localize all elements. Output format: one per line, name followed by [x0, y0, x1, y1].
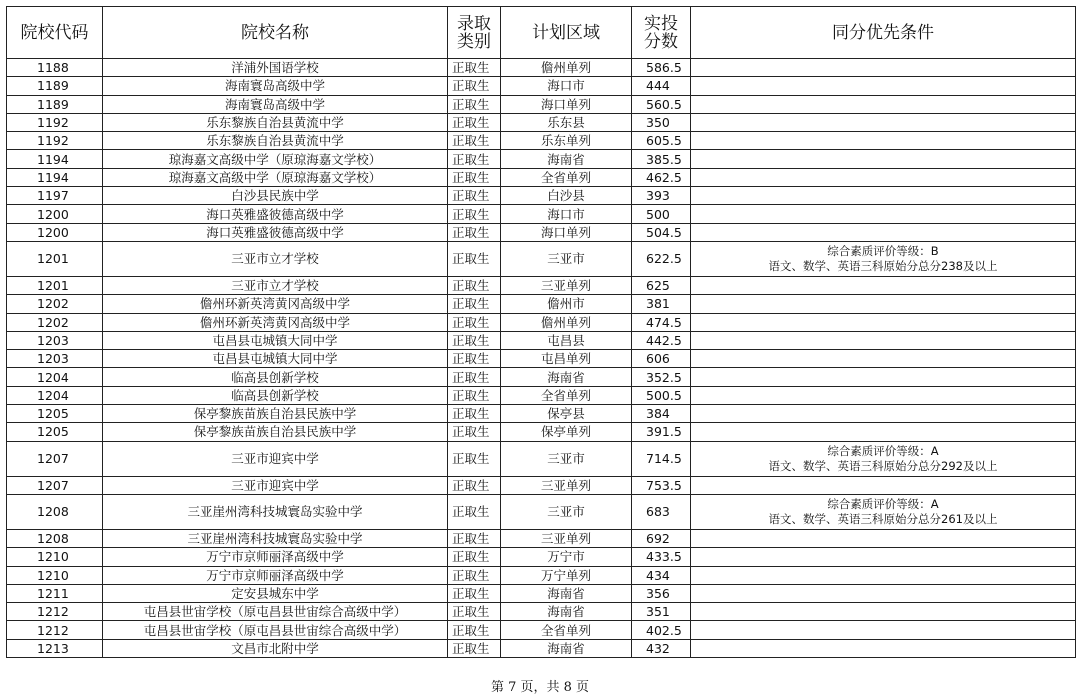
cell-school-name: 三亚市立才学校 [103, 241, 448, 276]
cell-score: 500 [632, 205, 691, 223]
table-row [7, 313, 1076, 331]
cell-tie-condition [691, 368, 1076, 386]
cell-school-code: 1207 [7, 441, 103, 476]
cell-school-code: 1201 [7, 241, 103, 276]
cell-tie-condition [691, 584, 1076, 602]
cell-school-name: 文昌市北附中学 [103, 639, 448, 657]
cell-school-code: 1192 [7, 132, 103, 150]
cell-score: 622.5 [632, 241, 691, 276]
table-row [7, 368, 1076, 386]
cell-score: 352.5 [632, 368, 691, 386]
cell-score: 444 [632, 77, 691, 95]
cell-admission-type: 正取生 [448, 639, 501, 657]
cell-school-name: 海南寰岛高级中学 [103, 77, 448, 95]
table-row [7, 639, 1076, 657]
cell-admission-type: 正取生 [448, 59, 501, 77]
cell-score: 381 [632, 295, 691, 313]
header-score: 实投 分数 [632, 7, 691, 59]
cell-school-code: 1203 [7, 350, 103, 368]
cell-score: 692 [632, 529, 691, 547]
cell-plan-region: 万宁单列 [501, 566, 632, 584]
table-row [7, 494, 1076, 529]
cell-admission-type: 正取生 [448, 77, 501, 95]
cell-admission-type: 正取生 [448, 223, 501, 241]
cell-score: 500.5 [632, 386, 691, 404]
cell-admission-type: 正取生 [448, 187, 501, 205]
cell-plan-region: 乐东单列 [501, 132, 632, 150]
table-row [7, 386, 1076, 404]
cell-tie-condition [691, 405, 1076, 423]
cell-admission-type: 正取生 [448, 476, 501, 494]
cell-admission-type: 正取生 [448, 621, 501, 639]
cell-score: 504.5 [632, 223, 691, 241]
header-tie-condition: 同分优先条件 [691, 7, 1076, 59]
cell-score: 683 [632, 494, 691, 529]
table-row [7, 441, 1076, 476]
cell-tie-condition [691, 476, 1076, 494]
cell-school-code: 1204 [7, 368, 103, 386]
cell-tie-condition [691, 168, 1076, 186]
cell-tie-condition [691, 295, 1076, 313]
cell-score: 356 [632, 584, 691, 602]
cell-school-name: 海口英雅盛彼德高级中学 [103, 205, 448, 223]
table-row [7, 423, 1076, 441]
table-row [7, 350, 1076, 368]
table-row [7, 548, 1076, 566]
table-row [7, 241, 1076, 276]
cell-score: 586.5 [632, 59, 691, 77]
cell-school-name: 保亭黎族苗族自治县民族中学 [103, 405, 448, 423]
cell-school-code: 1211 [7, 584, 103, 602]
cell-school-name: 三亚崖州湾科技城寰岛实验中学 [103, 494, 448, 529]
cell-tie-condition [691, 95, 1076, 113]
table-row [7, 331, 1076, 349]
cell-admission-type: 正取生 [448, 168, 501, 186]
header-school-code: 院校代码 [7, 7, 103, 59]
cell-school-code: 1201 [7, 276, 103, 294]
cell-tie-condition [691, 529, 1076, 547]
cell-plan-region: 海南省 [501, 368, 632, 386]
table-row [7, 405, 1076, 423]
cell-plan-region: 海南省 [501, 639, 632, 657]
cell-school-code: 1200 [7, 205, 103, 223]
cell-school-name: 屯昌县屯城镇大同中学 [103, 350, 448, 368]
cell-tie-condition [691, 276, 1076, 294]
cell-school-code: 1204 [7, 386, 103, 404]
cell-admission-type: 正取生 [448, 548, 501, 566]
cell-school-name: 临高县创新学校 [103, 386, 448, 404]
cell-admission-type: 正取生 [448, 241, 501, 276]
cell-score: 384 [632, 405, 691, 423]
cell-plan-region: 保亭县 [501, 405, 632, 423]
table-row [7, 77, 1076, 95]
cell-plan-region: 屯昌单列 [501, 350, 632, 368]
page-footer: 第 7 页，共 8 页 [490, 680, 590, 695]
cell-score: 753.5 [632, 476, 691, 494]
cell-tie-condition [691, 350, 1076, 368]
cell-school-code: 1192 [7, 113, 103, 131]
cell-score: 434 [632, 566, 691, 584]
cell-plan-region: 万宁市 [501, 548, 632, 566]
cell-plan-region: 海口单列 [501, 223, 632, 241]
table-row [7, 113, 1076, 131]
cell-admission-type: 正取生 [448, 529, 501, 547]
cell-score: 474.5 [632, 313, 691, 331]
cell-tie-condition [691, 331, 1076, 349]
cell-tie-condition [691, 386, 1076, 404]
cell-school-name: 定安县城东中学 [103, 584, 448, 602]
cell-score: 393 [632, 187, 691, 205]
cell-tie-condition [691, 77, 1076, 95]
cell-school-name: 三亚市迎宾中学 [103, 476, 448, 494]
table-row [7, 584, 1076, 602]
cell-school-code: 1205 [7, 405, 103, 423]
cell-school-name: 屯昌县屯城镇大同中学 [103, 331, 448, 349]
cell-school-code: 1205 [7, 423, 103, 441]
table-row [7, 168, 1076, 186]
cell-plan-region: 儋州单列 [501, 59, 632, 77]
cell-school-name: 屯昌县世宙学校（原屯昌县世宙综合高级中学） [103, 603, 448, 621]
cell-tie-condition [691, 639, 1076, 657]
cell-school-code: 1189 [7, 95, 103, 113]
cell-admission-type: 正取生 [448, 132, 501, 150]
cell-plan-region: 白沙县 [501, 187, 632, 205]
cell-plan-region: 全省单列 [501, 386, 632, 404]
cell-school-name: 三亚市立才学校 [103, 276, 448, 294]
cell-admission-type: 正取生 [448, 113, 501, 131]
cell-school-code: 1212 [7, 621, 103, 639]
table-row [7, 529, 1076, 547]
cell-score: 350 [632, 113, 691, 131]
cell-school-name: 万宁市京师丽泽高级中学 [103, 548, 448, 566]
cell-tie-condition: 综合素质评价等级：A 语文、数学、英语三科原始分总分261及以上 [691, 494, 1076, 529]
cell-score: 606 [632, 350, 691, 368]
cell-admission-type: 正取生 [448, 313, 501, 331]
cell-tie-condition [691, 132, 1076, 150]
cell-tie-condition [691, 621, 1076, 639]
table-row [7, 95, 1076, 113]
cell-school-code: 1208 [7, 494, 103, 529]
table-body [7, 59, 1076, 658]
cell-admission-type: 正取生 [448, 350, 501, 368]
cell-school-name: 儋州环新英湾黄冈高级中学 [103, 295, 448, 313]
admission-table-sheet [6, 6, 1075, 658]
cell-admission-type: 正取生 [448, 494, 501, 529]
cell-tie-condition [691, 150, 1076, 168]
cell-school-code: 1197 [7, 187, 103, 205]
table-row [7, 223, 1076, 241]
cell-tie-condition [691, 205, 1076, 223]
cell-admission-type: 正取生 [448, 150, 501, 168]
cell-score: 625 [632, 276, 691, 294]
cell-school-name: 保亭黎族苗族自治县民族中学 [103, 423, 448, 441]
cell-school-code: 1189 [7, 77, 103, 95]
table-row [7, 276, 1076, 294]
cell-admission-type: 正取生 [448, 386, 501, 404]
cell-plan-region: 全省单列 [501, 168, 632, 186]
table-row [7, 59, 1076, 77]
cell-admission-type: 正取生 [448, 368, 501, 386]
cell-score: 714.5 [632, 441, 691, 476]
cell-tie-condition [691, 113, 1076, 131]
cell-school-name: 海口英雅盛彼德高级中学 [103, 223, 448, 241]
cell-admission-type: 正取生 [448, 584, 501, 602]
cell-score: 560.5 [632, 95, 691, 113]
cell-tie-condition [691, 223, 1076, 241]
cell-school-code: 1202 [7, 313, 103, 331]
cell-score: 385.5 [632, 150, 691, 168]
cell-plan-region: 屯昌县 [501, 331, 632, 349]
header-school-name: 院校名称 [103, 7, 448, 59]
cell-school-name: 琼海嘉文高级中学（原琼海嘉文学校） [103, 168, 448, 186]
cell-plan-region: 海口市 [501, 205, 632, 223]
cell-plan-region: 全省单列 [501, 621, 632, 639]
table-row [7, 566, 1076, 584]
cell-admission-type: 正取生 [448, 566, 501, 584]
table-row [7, 132, 1076, 150]
cell-school-code: 1212 [7, 603, 103, 621]
table-row [7, 621, 1076, 639]
table-row [7, 205, 1076, 223]
cell-school-code: 1210 [7, 566, 103, 584]
cell-score: 605.5 [632, 132, 691, 150]
cell-school-name: 临高县创新学校 [103, 368, 448, 386]
cell-plan-region: 三亚市 [501, 494, 632, 529]
cell-school-code: 1194 [7, 168, 103, 186]
cell-school-code: 1200 [7, 223, 103, 241]
cell-tie-condition: 综合素质评价等级：B 语文、数学、英语三科原始分总分238及以上 [691, 241, 1076, 276]
table-row [7, 187, 1076, 205]
cell-tie-condition [691, 548, 1076, 566]
cell-score: 432 [632, 639, 691, 657]
cell-tie-condition [691, 313, 1076, 331]
cell-admission-type: 正取生 [448, 423, 501, 441]
cell-admission-type: 正取生 [448, 441, 501, 476]
cell-tie-condition: 综合素质评价等级：A 语文、数学、英语三科原始分总分292及以上 [691, 441, 1076, 476]
cell-admission-type: 正取生 [448, 276, 501, 294]
cell-school-name: 琼海嘉文高级中学（原琼海嘉文学校） [103, 150, 448, 168]
cell-score: 442.5 [632, 331, 691, 349]
header-plan-region: 计划区域 [501, 7, 632, 59]
cell-school-name: 海南寰岛高级中学 [103, 95, 448, 113]
cell-school-name: 乐东黎族自治县黄流中学 [103, 113, 448, 131]
header-admission-type: 录取 类别 [448, 7, 501, 59]
cell-plan-region: 保亭单列 [501, 423, 632, 441]
table-row [7, 295, 1076, 313]
cell-school-code: 1203 [7, 331, 103, 349]
cell-school-code: 1208 [7, 529, 103, 547]
cell-plan-region: 海口市 [501, 77, 632, 95]
table-row [7, 476, 1076, 494]
cell-school-code: 1188 [7, 59, 103, 77]
cell-school-name: 白沙县民族中学 [103, 187, 448, 205]
cell-school-code: 1210 [7, 548, 103, 566]
cell-admission-type: 正取生 [448, 95, 501, 113]
cell-admission-type: 正取生 [448, 331, 501, 349]
cell-school-name: 洋浦外国语学校 [103, 59, 448, 77]
cell-school-code: 1207 [7, 476, 103, 494]
cell-school-name: 屯昌县世宙学校（原屯昌县世宙综合高级中学） [103, 621, 448, 639]
cell-school-name: 三亚崖州湾科技城寰岛实验中学 [103, 529, 448, 547]
cell-score: 402.5 [632, 621, 691, 639]
cell-plan-region: 三亚市 [501, 241, 632, 276]
cell-tie-condition [691, 423, 1076, 441]
cell-tie-condition [691, 59, 1076, 77]
cell-plan-region: 海南省 [501, 584, 632, 602]
cell-school-code: 1194 [7, 150, 103, 168]
table-header-row [7, 7, 1076, 59]
table-row [7, 603, 1076, 621]
cell-plan-region: 海南省 [501, 603, 632, 621]
admission-score-table [6, 6, 1076, 658]
cell-admission-type: 正取生 [448, 295, 501, 313]
cell-plan-region: 海口单列 [501, 95, 632, 113]
cell-tie-condition [691, 566, 1076, 584]
cell-plan-region: 三亚单列 [501, 476, 632, 494]
cell-plan-region: 三亚市 [501, 441, 632, 476]
cell-admission-type: 正取生 [448, 405, 501, 423]
cell-school-code: 1202 [7, 295, 103, 313]
cell-plan-region: 儋州市 [501, 295, 632, 313]
cell-school-name: 三亚市迎宾中学 [103, 441, 448, 476]
cell-plan-region: 儋州单列 [501, 313, 632, 331]
cell-score: 351 [632, 603, 691, 621]
cell-score: 391.5 [632, 423, 691, 441]
table-row [7, 150, 1076, 168]
cell-tie-condition [691, 187, 1076, 205]
cell-school-name: 儋州环新英湾黄冈高级中学 [103, 313, 448, 331]
cell-admission-type: 正取生 [448, 603, 501, 621]
cell-score: 462.5 [632, 168, 691, 186]
cell-plan-region: 三亚单列 [501, 276, 632, 294]
cell-score: 433.5 [632, 548, 691, 566]
cell-school-name: 万宁市京师丽泽高级中学 [103, 566, 448, 584]
cell-admission-type: 正取生 [448, 205, 501, 223]
cell-plan-region: 三亚单列 [501, 529, 632, 547]
cell-tie-condition [691, 603, 1076, 621]
cell-school-code: 1213 [7, 639, 103, 657]
cell-plan-region: 乐东县 [501, 113, 632, 131]
cell-school-name: 乐东黎族自治县黄流中学 [103, 132, 448, 150]
cell-plan-region: 海南省 [501, 150, 632, 168]
